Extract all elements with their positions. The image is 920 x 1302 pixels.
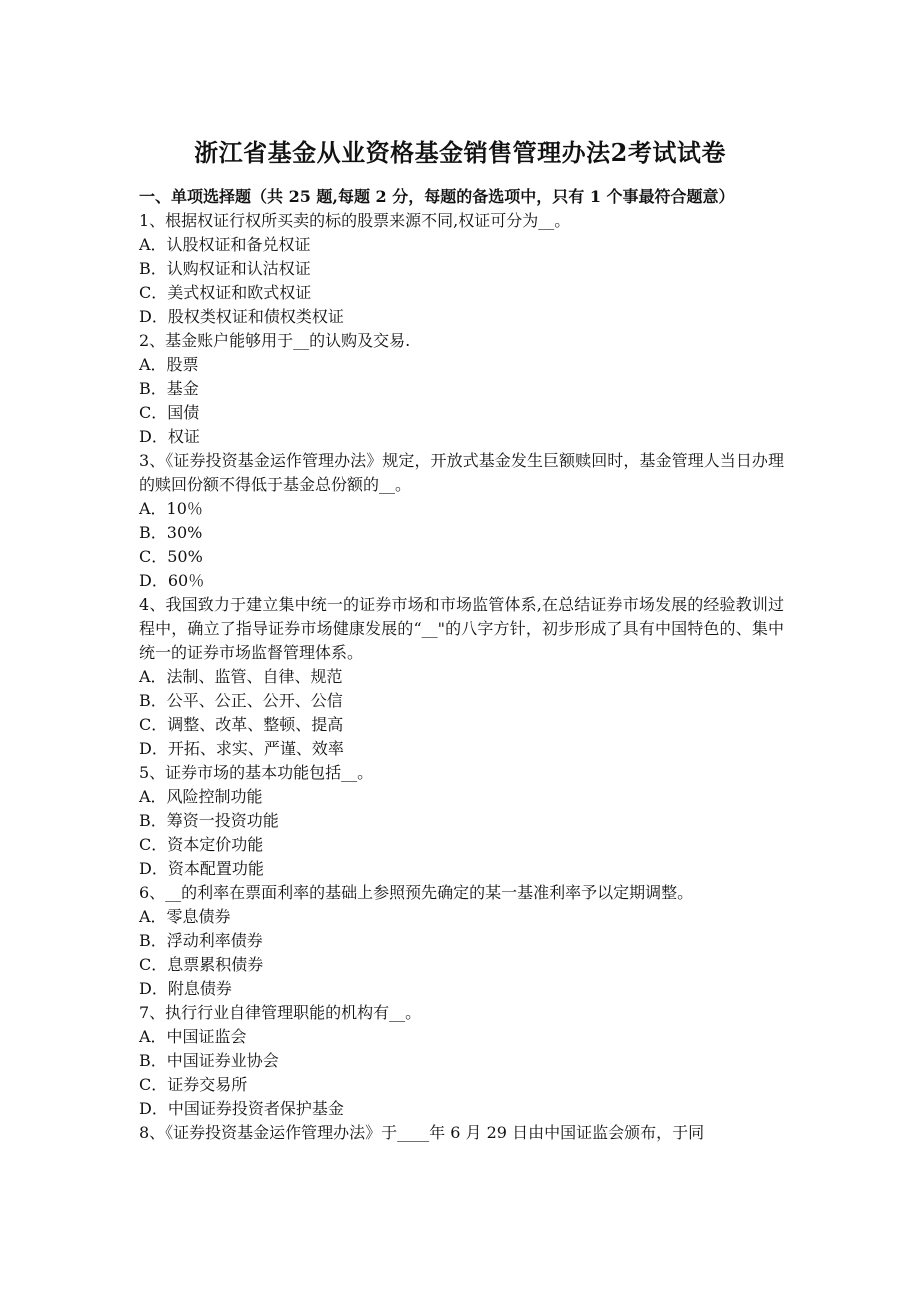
option-d: D．附息债券 (139, 979, 232, 998)
question-text: 7、执行行业自律管理职能的机构有__。 (139, 1003, 422, 1022)
option-d: D．开拓、求实、严谨、效率 (139, 739, 344, 758)
option-a: A．零息债券 (139, 907, 231, 926)
option-b: B．浮动利率债券 (139, 931, 263, 950)
question-6 (139, 881, 784, 1001)
option-a: A．中国证监会 (139, 1027, 247, 1046)
option-c: C．调整、改革、整顿、提高 (139, 715, 344, 734)
option-b: B．认购权证和认沽权证 (139, 259, 311, 278)
option-d: D．60％ (139, 571, 205, 590)
option-d: D．中国证券投资者保护基金 (139, 1099, 344, 1118)
document-title: 浙江省基金从业资格基金销售管理办法2考试试卷 (194, 138, 726, 167)
question-3 (139, 449, 784, 593)
option-b: B．筹资一投资功能 (139, 811, 279, 830)
document-body (139, 185, 784, 1145)
question-1 (139, 209, 784, 329)
option-a: A．10％ (139, 499, 203, 518)
question-text: 6、__的利率在票面利率的基础上参照预先确定的某一基准利率予以定期调整。 (139, 883, 694, 902)
section-heading: 一、单项选择题（共 25 题,每题 2 分，每题的备选项中，只有 1 个事最符合题意） (139, 187, 735, 206)
option-d: D．股权类权证和债权类权证 (139, 307, 344, 326)
question-7 (139, 1001, 784, 1121)
question-text: 1、根据权证行权所买卖的标的股票来源不同,权证可分为__。 (139, 211, 571, 230)
option-a: A．认股权证和备兑权证 (139, 235, 311, 254)
option-a: A．风险控制功能 (139, 787, 263, 806)
option-c: C．息票累积债券 (139, 955, 264, 974)
option-c: C．证券交易所 (139, 1075, 248, 1094)
option-c: C．50% (139, 547, 203, 566)
option-d: D．资本配置功能 (139, 859, 264, 878)
question-text: 4、我国致力于建立集中统一的证券市场和市场监管体系,在总结证券市场发展的经验教训过程中，确立了指导证券市场健康发展的“__"的八字方针，初步形成了具有中国特色的、集中统一的证券市场监督管理体系。 (139, 595, 784, 662)
question-8 (139, 1121, 784, 1145)
question-text: 8、《证券投资基金运作管理办法》于____年 6 月 29 日由中国证监会颁布，于同 (139, 1123, 705, 1142)
question-2 (139, 329, 784, 449)
question-text: 3、《证券投资基金运作管理办法》规定，开放式基金发生巨额赎回时，基金管理人当日办理的赎回份额不得低于基金总份额的__。 (139, 451, 784, 494)
option-b: B．基金 (139, 379, 199, 398)
option-a: A．股票 (139, 355, 199, 374)
question-text: 5、证券市场的基本功能包括__。 (139, 763, 374, 782)
question-5 (139, 761, 784, 881)
option-d: D．权证 (139, 427, 200, 446)
option-b: B．中国证券业协会 (139, 1051, 279, 1070)
option-b: B．公平、公正、公开、公信 (139, 691, 343, 710)
option-a: A．法制、监管、自律、规范 (139, 667, 343, 686)
question-4 (139, 593, 784, 761)
option-c: C．国债 (139, 403, 200, 422)
option-b: B．30% (139, 523, 203, 542)
option-c: C．资本定价功能 (139, 835, 264, 854)
option-c: C．美式权证和欧式权证 (139, 283, 312, 302)
question-text: 2、基金账户能够用于__的认购及交易. (139, 331, 411, 350)
